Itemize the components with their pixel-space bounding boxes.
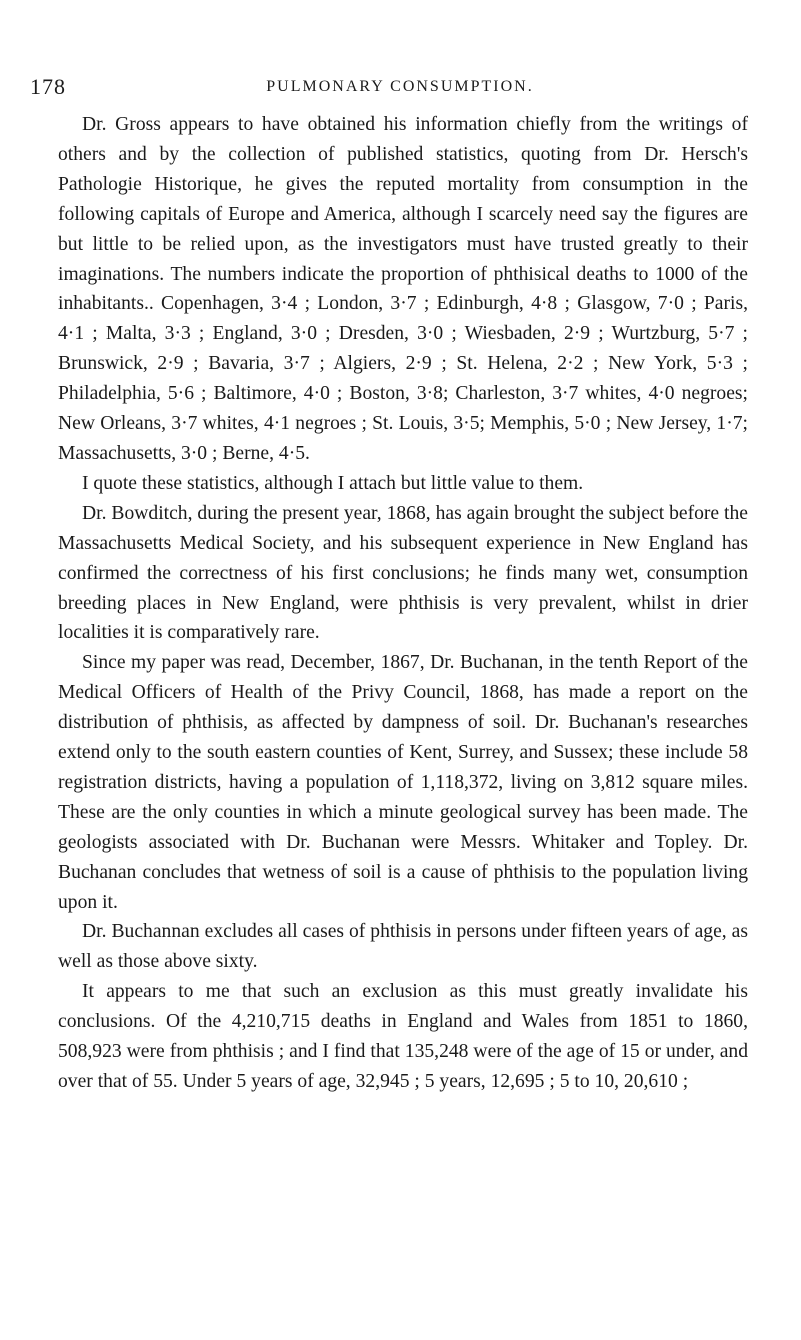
paragraph-buchanan-exclusion: Dr. Buchannan excludes all cases of phthisis in persons under fifteen years of age, as well as those above sixty. (58, 921, 748, 973)
running-head (30, 74, 770, 100)
body-text (58, 110, 748, 1097)
running-title: PULMONARY CONSUMPTION. (266, 78, 534, 95)
paragraph-statistics-note: I quote these statistics, although I attach but little value to them. (82, 472, 584, 494)
page-number: 178 (30, 74, 66, 99)
paragraph-invalidation: It appears to me that such an exclusion as this must greatly invalidate his conclusions. Of the 4,210,715 deaths in England and Wales from 1851 to 1860, 508,923 were from phthisis ; and I find that 135,248 were of the age of 15 or under, and over that of 55. Under 5 years of age, 32,945 ; 5 years, 12,695 ; 5 to 10, 20,610 ; (58, 981, 748, 1092)
paragraph-bowditch: Dr. Bowditch, during the present year, 1868, has again brought the subject before the Massachusetts Medical Society, and his subsequent experience in New England has confirmed the correctness of his first conclusions; he finds many wet, consumption breeding places in New England, were phthisis is very prevalent, whilst in drier localities it is comparatively rare. (58, 502, 748, 644)
paragraph-buchanan-report: Since my paper was read, December, 1867, Dr. Buchanan, in the tenth Report of the Medical Officers of Health of the Privy Council, 1868, has made a report on the distribution of phthisis, as affected by dampness of soil. Dr. Buchanan's researches extend only to the south eastern counties of Kent, Surrey, and Sussex; these include 58 registration districts, having a population of 1,118,372, living on 3,812 square miles. These are the only counties in which a minute geological survey has been made. The geologists associated with Dr. Buchanan were Messrs. Whitaker and Topley. Dr. Buchanan concludes that wetness of soil is a cause of phthisis to the population living upon it. (58, 652, 748, 913)
paragraph-gross-statistics: Dr. Gross appears to have obtained his information chiefly from the writings of others and by the collection of published statistics, quoting from Dr. Hersch's Pathologie Historique, he gives the reputed mortality from consumption in the following capitals of Europe and America, although I scarcely need say the figures are but little to be relied upon, as the investigators must have trusted greatly to their imaginations. The numbers indicate the proportion of phthisical deaths to 1000 of the inhabitants.. Copenhagen, 3·4 ; London, 3·7 ; Edinburgh, 4·8 ; Glasgow, 7·0 ; Paris, 4·1 ; Malta, 3·3 ; England, 3·0 ; Dresden, 3·0 ; Wiesbaden, 2·9 ; Wurtzburg, 5·7 ; Brunswick, 2·9 ; Bavaria, 3·7 ; Algiers, 2·9 ; St. Helena, 2·2 ; New York, 5·3 ; Philadelphia, 5·6 ; Baltimore, 4·0 ; Boston, 3·8; Charleston, 3·7 whites, 4·0 negroes; New Orleans, 3·7 whites, 4·1 negroes ; St. Louis, 3·5; Memphis, 5·0 ; New Jersey, 1·7; Massachusetts, 3·0 ; Berne, 4·5. (58, 114, 748, 464)
